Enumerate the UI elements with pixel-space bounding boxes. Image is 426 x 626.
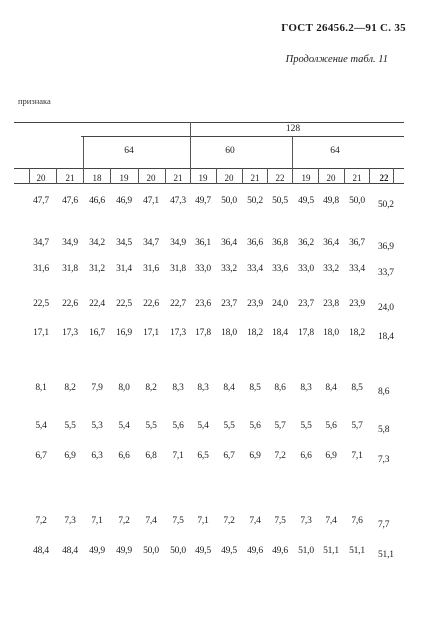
table-cell: 5,6 (172, 421, 184, 431)
table-cell: 16,7 (89, 328, 105, 338)
table-cell: 22,7 (170, 299, 186, 309)
table-cell: 50,0 (221, 196, 237, 206)
table-cell: 8,3 (172, 383, 184, 393)
table-cell: 36,9 (378, 242, 394, 252)
table-cell: 23,7 (221, 299, 237, 309)
column-number: 20 (224, 173, 234, 183)
column-number: 19 (119, 173, 129, 183)
table-cell: 49,5 (298, 196, 314, 206)
table-cell: 48,4 (62, 546, 78, 556)
table-top-rule (14, 122, 404, 123)
column-number: 20 (146, 173, 156, 183)
table-cell: 23,7 (298, 299, 314, 309)
table-cell: 7,3 (64, 516, 76, 526)
table-cell: 7,3 (300, 516, 312, 526)
table-cell: 47,1 (143, 196, 159, 206)
table-cell: 31,6 (33, 264, 49, 274)
table-cell: 22,6 (62, 299, 78, 309)
column-divider (29, 168, 30, 184)
table-cell: 36,4 (221, 238, 237, 248)
table-cell: 7,5 (172, 516, 184, 526)
table-cell: 49,9 (89, 546, 105, 556)
group-header: 60 (225, 146, 235, 156)
table-cell: 6,7 (223, 451, 235, 461)
table-cell: 34,7 (33, 238, 49, 248)
table-cell: 50,0 (170, 546, 186, 556)
table-cell: 34,7 (143, 238, 159, 248)
table-cell: 8,6 (378, 387, 390, 397)
column-number: 21 (250, 173, 260, 183)
table-cell: 50,2 (378, 200, 394, 210)
table-cell: 5,4 (197, 421, 209, 431)
column-divider (190, 122, 191, 184)
table-cell: 49,5 (221, 546, 237, 556)
table-cell: 5,6 (325, 421, 337, 431)
table-cell: 5,3 (91, 421, 103, 431)
table-cell: 51,1 (378, 550, 394, 560)
table-cell: 5,8 (378, 425, 390, 435)
table-cell: 8,2 (145, 383, 157, 393)
table-cell: 7,7 (378, 520, 390, 530)
table-cell: 8,4 (325, 383, 337, 393)
table-cell: 7,9 (91, 383, 103, 393)
table-cell: 49,6 (272, 546, 288, 556)
table-cell: 5,7 (351, 421, 363, 431)
table-cell: 49,5 (195, 546, 211, 556)
table-cell: 7,1 (197, 516, 209, 526)
table-cell: 6,7 (35, 451, 47, 461)
table-cell: 7,6 (351, 516, 363, 526)
table-cell: 6,5 (197, 451, 209, 461)
table-cell: 5,5 (300, 421, 312, 431)
table-cell: 51,0 (298, 546, 314, 556)
column-divider (369, 168, 370, 184)
table-cell: 36,8 (272, 238, 288, 248)
column-number: 21 (352, 173, 362, 183)
table-cell: 46,6 (89, 196, 105, 206)
column-number: 18 (92, 173, 102, 183)
table-cell: 31,8 (170, 264, 186, 274)
table-cell: 34,9 (62, 238, 78, 248)
table-cell: 7,5 (274, 516, 286, 526)
column-number: 22 (379, 173, 389, 183)
table-cell: 36,4 (323, 238, 339, 248)
table-cell: 49,7 (195, 196, 211, 206)
table-cell: 8,3 (300, 383, 312, 393)
table-cell: 51,1 (323, 546, 339, 556)
page-header: ГОСТ 26456.2—91 С. 35 (281, 22, 406, 34)
group-rule (81, 136, 404, 137)
table-cell: 7,2 (223, 516, 235, 526)
column-divider (216, 168, 217, 184)
table-cell: 17,3 (170, 328, 186, 338)
table-cell: 5,4 (35, 421, 47, 431)
table-cell: 17,8 (298, 328, 314, 338)
table-cell: 23,6 (195, 299, 211, 309)
column-divider (393, 168, 394, 184)
table-cell: 31,8 (62, 264, 78, 274)
column-divider (318, 168, 319, 184)
table-cell: 7,2 (35, 516, 47, 526)
column-divider (242, 168, 243, 184)
table-cell: 8,4 (223, 383, 235, 393)
column-number: 21 (173, 173, 183, 183)
table-cell: 36,1 (195, 238, 211, 248)
table-continuation-caption: Продолжение табл. 11 (285, 54, 388, 65)
table-cell: 50,0 (349, 196, 365, 206)
table-cell: 36,2 (298, 238, 314, 248)
table-cell: 50,5 (272, 196, 288, 206)
table-cell: 36,6 (247, 238, 263, 248)
table-cell: 6,3 (91, 451, 103, 461)
table-cell: 5,6 (249, 421, 261, 431)
table-cell: 22,6 (143, 299, 159, 309)
column-divider (267, 168, 268, 184)
table-cell: 17,1 (143, 328, 159, 338)
table-cell: 50,2 (247, 196, 263, 206)
subheader-rule (14, 168, 404, 169)
table-cell: 5,7 (274, 421, 286, 431)
column-number: 20 (326, 173, 336, 183)
table-cell: 7,4 (145, 516, 157, 526)
column-divider (56, 168, 57, 184)
table-cell: 7,2 (274, 451, 286, 461)
table-cell: 23,9 (349, 299, 365, 309)
table-cell: 31,4 (116, 264, 132, 274)
table-cell: 5,5 (145, 421, 157, 431)
table-cell: 6,9 (249, 451, 261, 461)
table-cell: 51,1 (349, 546, 365, 556)
table-cell: 7,4 (249, 516, 261, 526)
table-cell: 8,1 (35, 383, 47, 393)
table-cell: 5,5 (64, 421, 76, 431)
column-number-rule (14, 183, 404, 184)
table-cell: 6,9 (325, 451, 337, 461)
table-cell: 22,4 (89, 299, 105, 309)
column-divider (83, 137, 84, 184)
table-cell: 49,8 (323, 196, 339, 206)
table-cell: 18,4 (272, 328, 288, 338)
table-cell: 33,0 (298, 264, 314, 274)
table-cell: 8,5 (249, 383, 261, 393)
table-cell: 5,4 (118, 421, 130, 431)
table-cell: 48,4 (33, 546, 49, 556)
table-cell: 31,2 (89, 264, 105, 274)
table-cell: 47,6 (62, 196, 78, 206)
table-cell: 31,6 (143, 264, 159, 274)
table-cell: 18,4 (378, 332, 394, 342)
table-cell: 47,7 (33, 196, 49, 206)
table-cell: 8,2 (64, 383, 76, 393)
table-cell: 6,9 (64, 451, 76, 461)
table-cell: 17,3 (62, 328, 78, 338)
column-divider (110, 168, 111, 184)
table-cell: 18,0 (221, 328, 237, 338)
table-cell: 49,6 (247, 546, 263, 556)
table-cell: 7,3 (378, 455, 390, 465)
table-cell: 18,0 (323, 328, 339, 338)
table-cell: 33,4 (247, 264, 263, 274)
table-cell: 8,3 (197, 383, 209, 393)
group-header: 64 (124, 146, 134, 156)
table-cell: 23,9 (247, 299, 263, 309)
column-number: 22 (275, 173, 285, 183)
table-cell: 33,2 (323, 264, 339, 274)
column-number: 19 (198, 173, 208, 183)
column-divider (138, 168, 139, 184)
group-header: 64 (330, 146, 340, 156)
group-header-128: 128 (285, 124, 301, 134)
table-cell: 34,9 (170, 238, 186, 248)
table-cell: 5,5 (223, 421, 235, 431)
table-cell: 8,5 (351, 383, 363, 393)
table-cell: 7,1 (172, 451, 184, 461)
table-cell: 7,2 (118, 516, 130, 526)
table-cell: 22,5 (116, 299, 132, 309)
table-cell: 6,6 (300, 451, 312, 461)
table-cell: 22,5 (33, 299, 49, 309)
table-cell: 24,0 (378, 303, 394, 313)
column-divider (165, 168, 166, 184)
table-cell: 6,6 (118, 451, 130, 461)
table-cell: 33,7 (378, 268, 394, 278)
column-divider (292, 137, 293, 184)
table-cell: 24,0 (272, 299, 288, 309)
table-cell: 8,0 (118, 383, 130, 393)
table-cell: 7,4 (325, 516, 337, 526)
table-cell: 33,4 (349, 264, 365, 274)
table-cell: 50,0 (143, 546, 159, 556)
table-cell: 49,9 (116, 546, 132, 556)
table-cell: 34,2 (89, 238, 105, 248)
table-cell: 33,6 (272, 264, 288, 274)
table-cell: 7,1 (91, 516, 103, 526)
table-cell: 34,5 (116, 238, 132, 248)
table-cell: 18,2 (247, 328, 263, 338)
table-cell: 47,3 (170, 196, 186, 206)
column-number: 21 (65, 173, 75, 183)
table-cell: 33,0 (195, 264, 211, 274)
column-number: 19 (301, 173, 311, 183)
table-cell: 23,8 (323, 299, 339, 309)
column-number: 20 (36, 173, 46, 183)
table-cell: 7,1 (351, 451, 363, 461)
table-cell: 6,8 (145, 451, 157, 461)
table-cell: 46,9 (116, 196, 132, 206)
row-header-label: признака (18, 96, 51, 106)
table-cell: 17,8 (195, 328, 211, 338)
table-cell: 17,1 (33, 328, 49, 338)
table-cell: 33,2 (221, 264, 237, 274)
column-divider (344, 168, 345, 184)
table-cell: 18,2 (349, 328, 365, 338)
table-cell: 36,7 (349, 238, 365, 248)
table-cell: 8,6 (274, 383, 286, 393)
table-cell: 16,9 (116, 328, 132, 338)
